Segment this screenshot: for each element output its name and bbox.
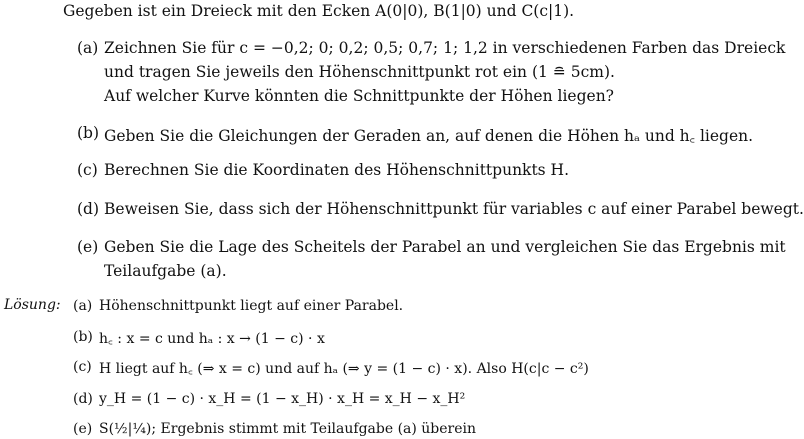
solution-e-label: (e) (73, 421, 93, 437)
task-d-line-1: Beweisen Sie, dass sich der Höhenschnittpunkt für variables c auf einer Parabel bewegt. (104, 200, 804, 218)
task-b-line-1: Geben Sie die Gleichungen der Geraden an, auf denen die Höhen hₐ und h꜀ liegen. (104, 127, 754, 145)
solution-c-label: (c) (73, 359, 92, 375)
task-e-label: (e) (77, 238, 99, 256)
task-a-line-1: Zeichnen Sie für c = −0,2; 0; 0,2; 0,5; 0,7; 1; 1,2 in verschiedenen Farben das Dreieck (104, 39, 786, 57)
task-c-line-1: Berechnen Sie die Koordinaten des Höhenschnittpunkts H. (104, 161, 569, 179)
task-e-line-1: Geben Sie die Lage des Scheitels der Parabel an und vergleichen Sie das Ergebnis mit (104, 238, 786, 256)
task-a-label: (a) (77, 39, 99, 57)
intro-text: Gegeben ist ein Dreieck mit den Ecken A(0|0), B(1|0) und C(c|1). (63, 2, 575, 20)
task-c-label: (c) (77, 161, 98, 179)
solution-b-text: h꜀ : x = c und hₐ : x → (1 − c) · x (99, 331, 325, 347)
task-a-line-3: Auf welcher Kurve könnten die Schnittpunkte der Höhen liegen? (104, 87, 614, 105)
solution-b-label: (b) (73, 329, 93, 345)
solution-c-text: H liegt auf h꜀ (⇒ x = c) und auf hₐ (⇒ y = (1 − c) · x). Also H(c|c − c²) (99, 361, 589, 377)
solution-d-label: (d) (73, 391, 93, 407)
task-b-label: (b) (77, 124, 100, 142)
task-a-line-2: und tragen Sie jeweils den Höhenschnittpunkt rot ein (1 ≘ 5cm). (104, 63, 615, 81)
task-e-line-2: Teilaufgabe (a). (104, 262, 227, 280)
solution-a-label: (a) (73, 298, 93, 314)
solution-title: Lösung: (4, 297, 61, 313)
solution-a-text: Höhenschnittpunkt liegt auf einer Parabel. (99, 298, 404, 314)
task-d-label: (d) (77, 200, 100, 218)
solution-e-text: S(½|¼); Ergebnis stimmt mit Teilaufgabe (a) überein (99, 421, 477, 437)
solution-d-text: y_H = (1 − c) · x_H = (1 − x_H) · x_H = x_H − x_H² (99, 391, 466, 407)
